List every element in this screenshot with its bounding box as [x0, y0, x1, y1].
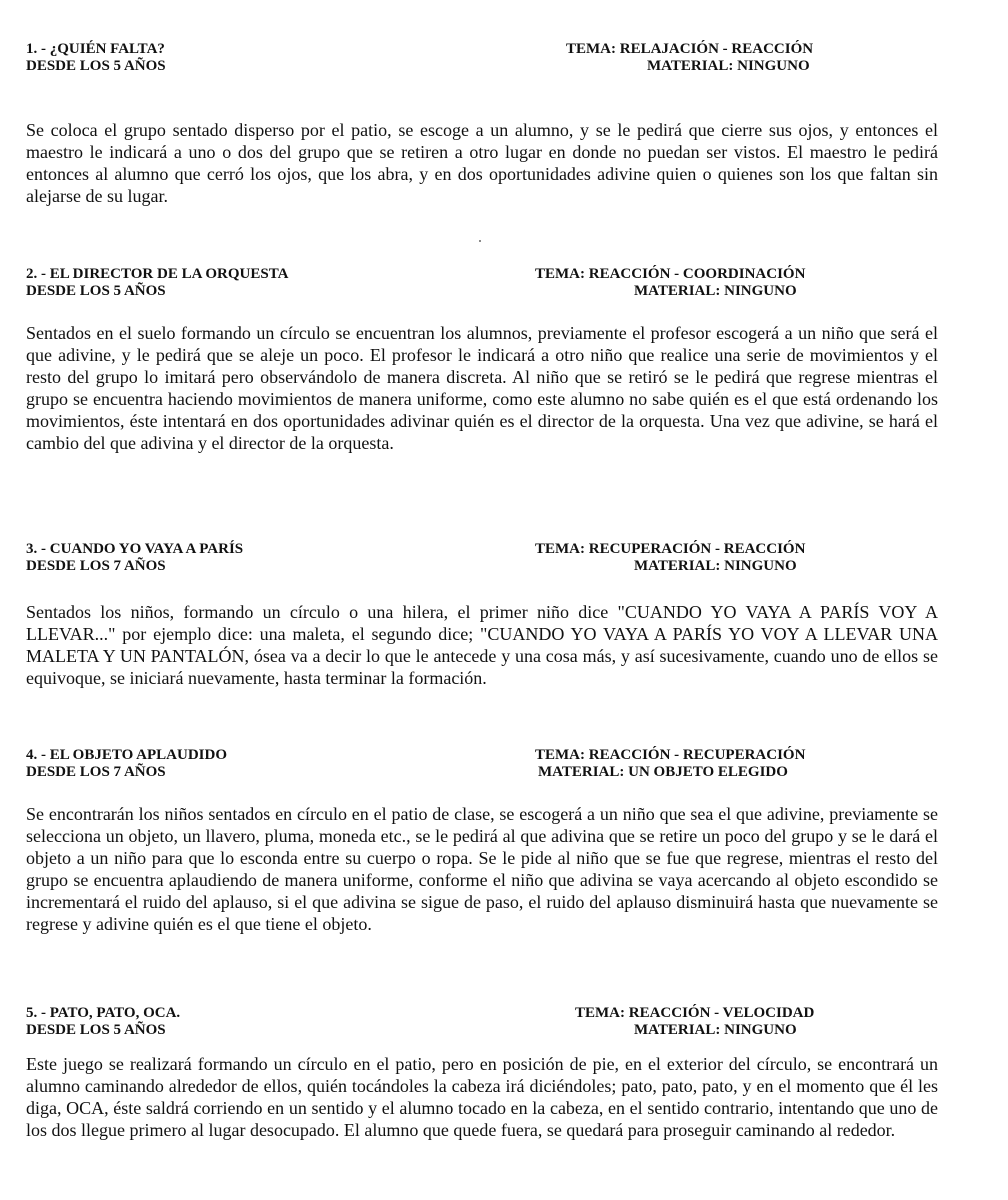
game-section-3 — [26, 541, 938, 689]
game-description: Sentados en el suelo formando un círculo se encuentran los alumnos, previamente el profesor escogerá a un niño que será el que adivine, y le pedirá que se aleje un poco. El profesor le indicará a otro niño que realice una serie de movimientos y el resto del grupo lo imitará pero observándolo de manera discreta. Al niño que se retiró se le pedirá que regrese mientras el grupo se encuentra haciendo movimientos de manera uniforme, como este alumno no sabe quién es el que está ordenando los movimientos, éste intentará en dos oportunidades adivinar quién es el director de la orquesta. Una vez que adivine, se hará el cambio del que adivina y el director de la orquesta. — [26, 323, 938, 453]
game-header-row — [26, 747, 938, 764]
game-material: MATERIAL: UN OBJETO ELEGIDO — [538, 764, 788, 780]
game-section-5 — [26, 1005, 938, 1141]
game-title: 4. - EL OBJETO APLAUDIDO — [26, 747, 228, 763]
game-section-1 — [26, 41, 938, 207]
game-age: DESDE LOS 7 AÑOS — [26, 764, 166, 780]
game-material: MATERIAL: NINGUNO — [634, 1022, 797, 1038]
game-material: MATERIAL: NINGUNO — [634, 558, 797, 574]
game-age: DESDE LOS 5 AÑOS — [26, 1022, 166, 1038]
game-material: MATERIAL: NINGUNO — [634, 283, 797, 299]
game-title: 1. - ¿QUIÉN FALTA? — [26, 41, 165, 57]
game-age: DESDE LOS 5 AÑOS — [26, 283, 166, 299]
game-theme: TEMA: RELAJACIÓN - REACCIÓN — [566, 41, 814, 57]
game-description: Se encontrarán los niños sentados en círculo en el patio de clase, se escogerá a un niño que sea el que adivine, previamente se selecciona un objeto, un llavero, pluma, moneda etc., se le pedirá al que adivina que se retire un poco del grupo y se le dará el objeto a un niño para que lo esconda entre su cuerpo o ropa. Se le pide al niño que se fue que regrese, mientras el resto del grupo se encuentra aplaudiendo de manera uniforme, conforme el niño que adivina se vaya acercando al objeto escondido se incrementará el ruido del aplauso, si el que adivina se sigue de paso, el ruido del aplauso disminuirá hasta que nuevamente se regrese y adivine quién es el que tiene el objeto. — [26, 804, 938, 934]
game-header-row — [26, 266, 938, 283]
game-description: Este juego se realizará formando un círculo en el patio, pero en posición de pie, en el exterior del círculo, se encontrará un alumno caminando alrededor de ellos, quién tocándoles la cabeza irá diciéndoles; pato, pato, pato, y en el momento que él les diga, OCA, éste saldrá corriendo en un sentido y el alumno tocado en la cabeza, en el sentido contrario, intentando que uno de los dos llegue primero al lugar desocupado. El alumno que quede fuera, se quedará para proseguir caminando al rededor. — [26, 1054, 938, 1140]
game-theme: TEMA: REACCIÓN - RECUPERACIÓN — [535, 747, 806, 763]
game-description: Se coloca el grupo sentado disperso por el patio, se escoge a un alumno, y se le pedirá que cierre sus ojos, y entonces el maestro le indicará a uno o dos del grupo que se retiren a otro lugar en donde no puedan ser vistos. El maestro le pedirá entonces al alumno que cerró los ojos, que los abra, y en dos oportunidades adivine quien o quienes son los que faltan sin alejarse de su lugar. — [26, 120, 938, 206]
game-title: 2. - EL DIRECTOR DE LA ORQUESTA — [26, 266, 289, 282]
game-header-row — [26, 558, 938, 575]
game-header-row — [26, 283, 938, 300]
game-material: MATERIAL: NINGUNO — [647, 58, 810, 74]
game-title: 3. - CUANDO YO VAYA A PARÍS — [26, 541, 244, 557]
game-header-row — [26, 1005, 938, 1022]
game-description: Sentados los niños, formando un círculo o una hilera, el primer niño dice "CUANDO YO VAYA A PARÍS VOY A LLEVAR..." por ejemplo dice: una maleta, el segundo dice; "CUANDO YO VAYA A PARÍS YO VOY A LLEVAR UNA MALETA Y UN PANTALÓN, ósea va a decir lo que le antecede y una cosa más, y así sucesivamente, cuando uno de ellos se equivoque, se iniciará nuevamente, hasta terminar la formación. — [26, 602, 938, 688]
game-age: DESDE LOS 5 AÑOS — [26, 58, 166, 74]
game-header-row — [26, 1022, 938, 1039]
game-header-row — [26, 541, 938, 558]
game-age: DESDE LOS 7 AÑOS — [26, 558, 166, 574]
game-section-4 — [26, 747, 938, 935]
game-title: 5. - PATO, PATO, OCA. — [26, 1005, 181, 1021]
game-header-row — [26, 764, 938, 781]
game-header-row — [26, 58, 938, 75]
game-theme: TEMA: REACCIÓN - COORDINACIÓN — [535, 266, 806, 282]
game-theme: TEMA: RECUPERACIÓN - REACCIÓN — [535, 541, 806, 557]
game-theme: TEMA: REACCIÓN - VELOCIDAD — [575, 1005, 815, 1021]
stray-dot — [479, 240, 481, 242]
game-section-2 — [26, 266, 938, 454]
game-header-row — [26, 41, 938, 58]
